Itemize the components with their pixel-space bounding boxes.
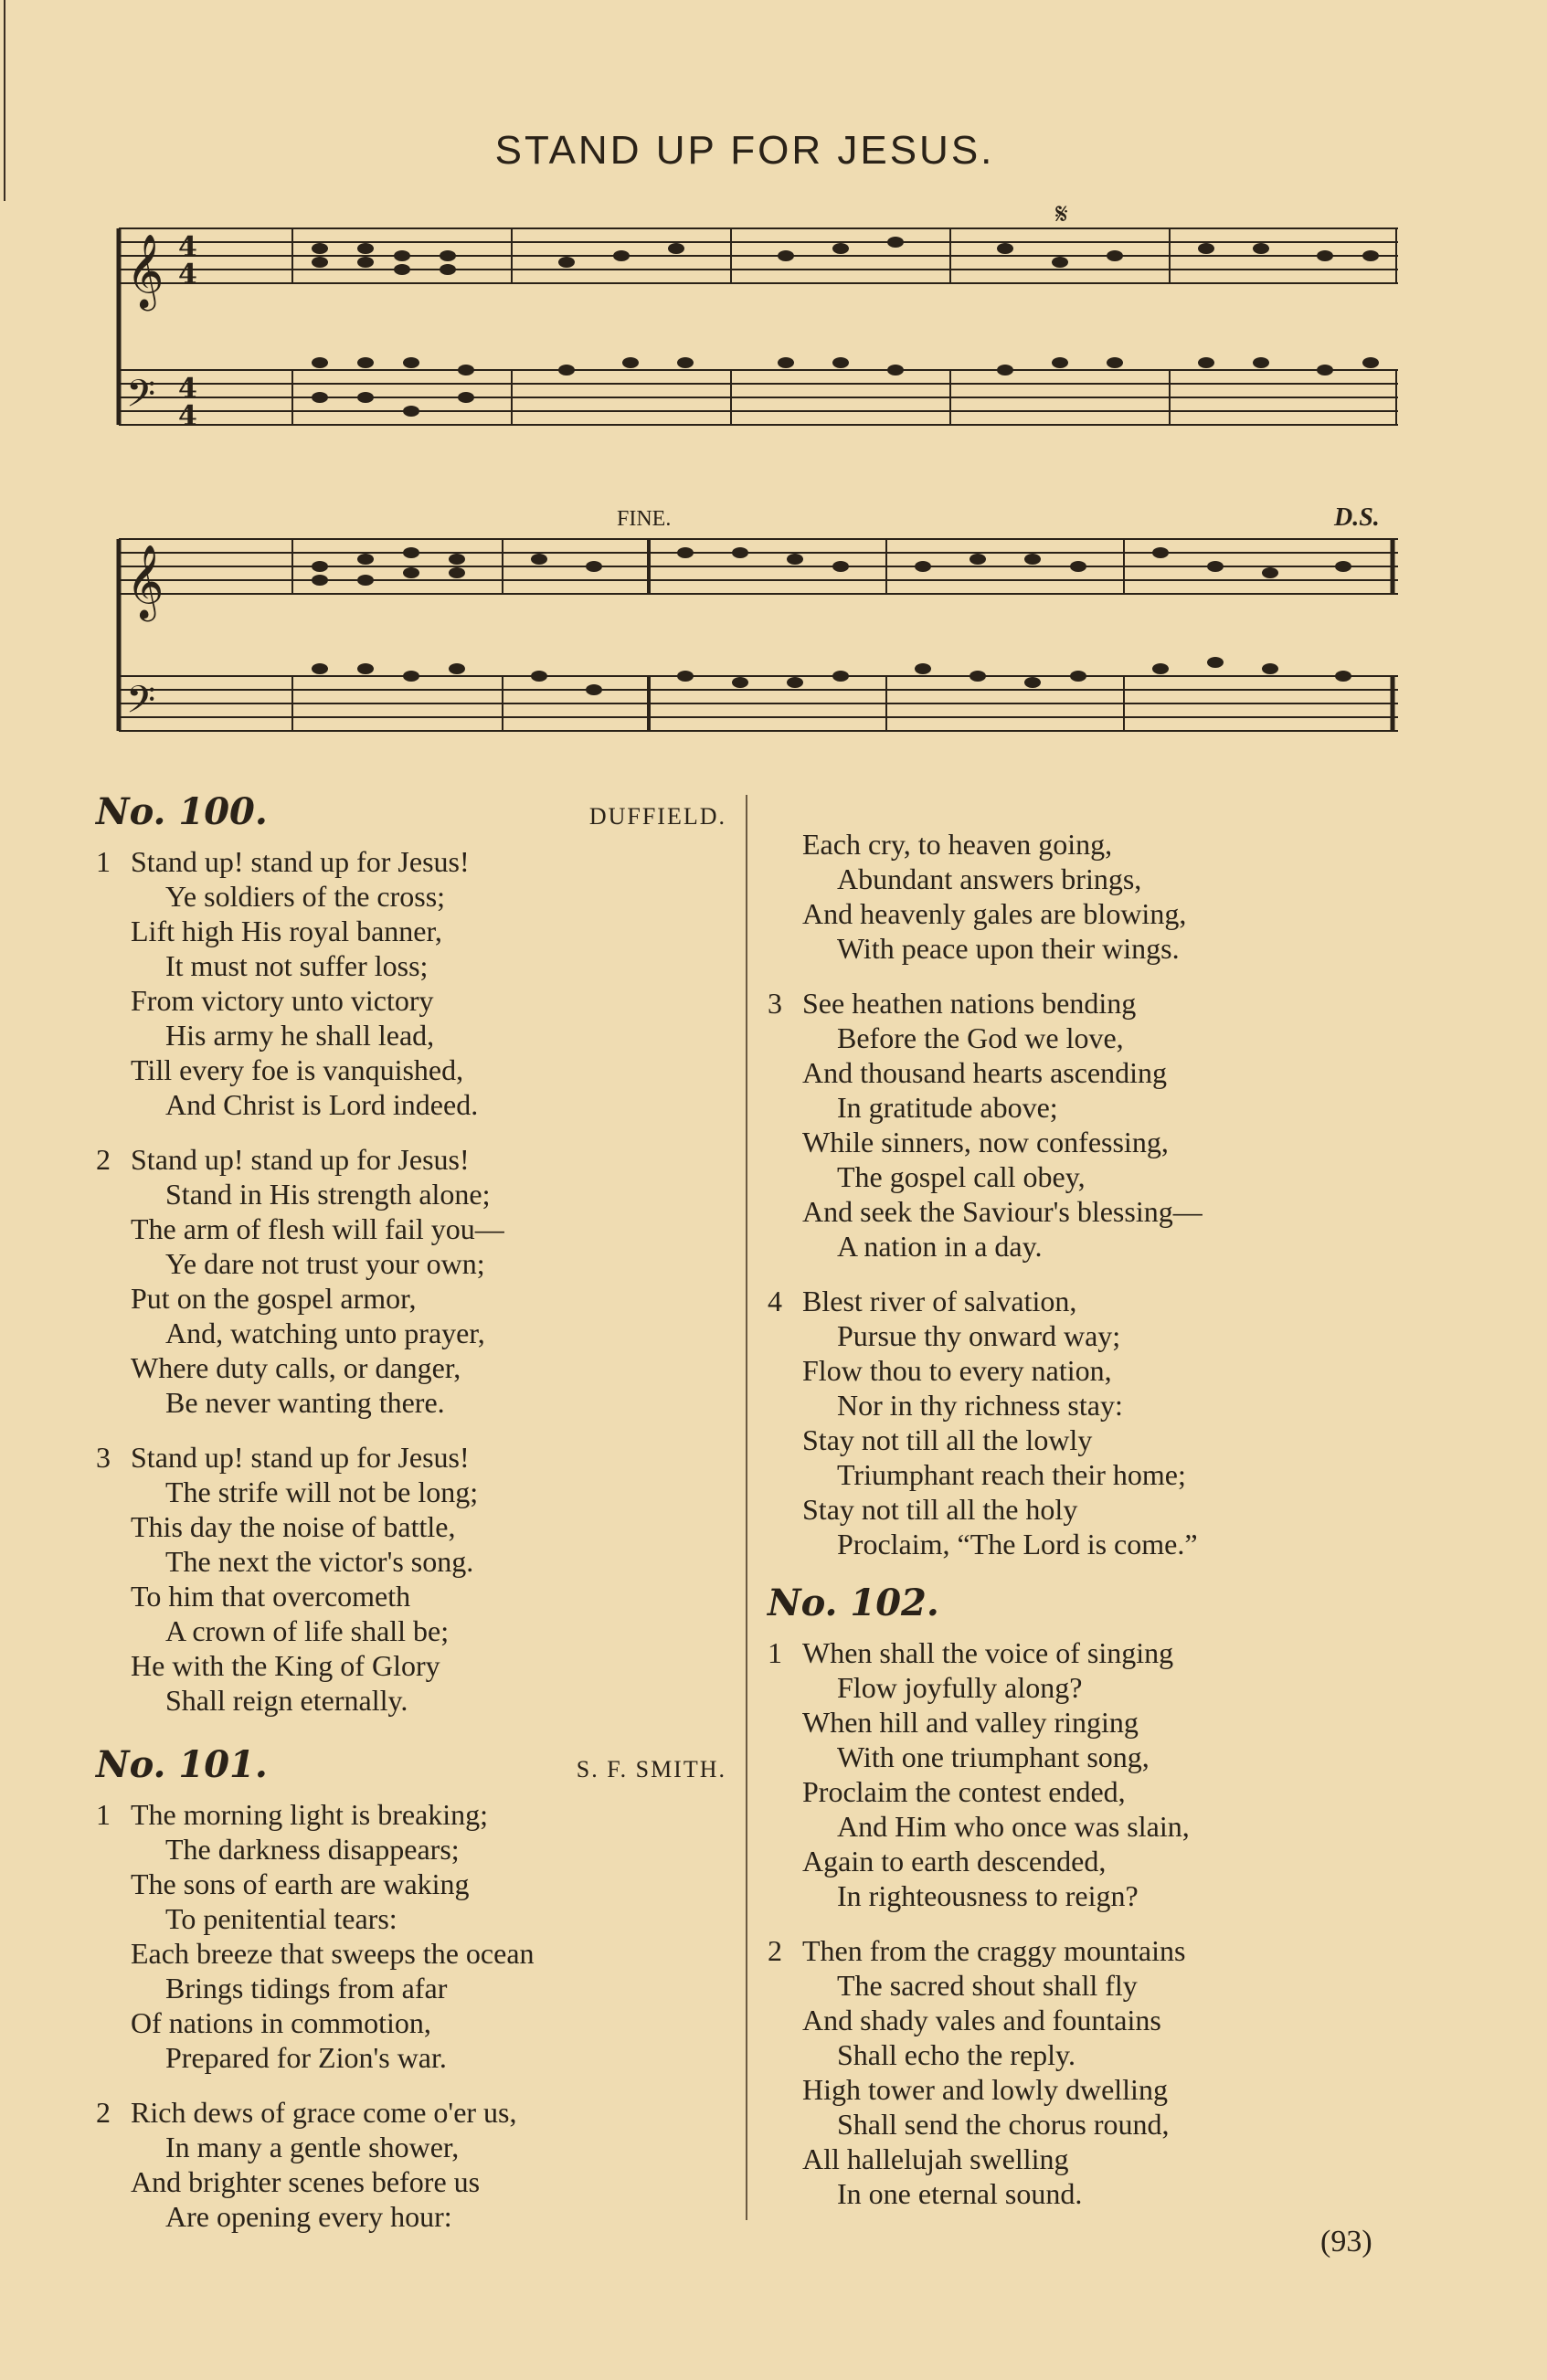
- verse-line: Lift high His royal banner,: [131, 915, 442, 947]
- verse-line: And shady vales and fountains: [802, 2004, 1161, 2036]
- verse-line: Prepared for Zion's war.: [165, 2041, 447, 2074]
- ds-mark: D.S.: [1334, 503, 1380, 532]
- verse-line: Before the God we love,: [837, 1021, 1124, 1054]
- verse: [768, 1284, 1371, 1561]
- verse-line: All hallelujah swelling: [802, 2142, 1069, 2175]
- verse-line: With peace upon their wings.: [837, 932, 1180, 965]
- svg-text:4: 4: [178, 231, 197, 263]
- verse-line: Proclaim the contest ended,: [802, 1775, 1126, 1808]
- verse-line: Stand in His strength alone;: [165, 1178, 491, 1211]
- segno-mark: 𝄋: [1055, 206, 1068, 231]
- svg-text:4: 4: [178, 400, 197, 432]
- page-number: (93): [1320, 2225, 1372, 2258]
- svg-text:𝄢: 𝄢: [126, 678, 156, 731]
- verse-line: In gratitude above;: [837, 1091, 1058, 1124]
- verse-number: 3: [96, 1441, 111, 1474]
- verse-number: 1: [768, 1636, 782, 1669]
- verse-line: Shall echo the reply.: [837, 2038, 1075, 2071]
- svg-text:𝄢: 𝄢: [126, 372, 156, 425]
- hymn-100-header: [96, 790, 726, 833]
- verse-line: Where duty calls, or danger,: [131, 1351, 461, 1384]
- svg-text:𝄞: 𝄞: [126, 544, 164, 619]
- verse-line: Stay not till all the lowly: [802, 1423, 1093, 1456]
- verse-line: Till every foe is vanquished,: [131, 1053, 464, 1086]
- verse-line: It must not suffer loss;: [165, 949, 429, 982]
- svg-text:4: 4: [178, 373, 197, 405]
- verse-line: And thousand hearts ascending: [802, 1056, 1168, 1089]
- verse-line: Ye soldiers of the cross;: [165, 880, 446, 913]
- verse-line: In one eternal sound.: [837, 2177, 1083, 2210]
- verse-line: And Christ is Lord indeed.: [165, 1088, 479, 1121]
- verse-line: Each breeze that sweeps the ocean: [131, 1937, 535, 1970]
- hymn-number: No. 102.: [768, 1581, 939, 1624]
- hymn-101-header: [96, 1743, 726, 1786]
- verse-line: When hill and valley ringing: [802, 1706, 1139, 1739]
- music-system-1: [110, 206, 1398, 471]
- hymn-102: [768, 1581, 1371, 2211]
- verse-line: This day the noise of battle,: [131, 1510, 456, 1543]
- verse: [96, 2095, 726, 2234]
- verse-number: 2: [96, 1143, 111, 1176]
- right-column: [768, 827, 1371, 2237]
- verse-line: A crown of life shall be;: [165, 1614, 450, 1647]
- verse-line: Each cry, to heaven going,: [802, 828, 1113, 861]
- page-title: STAND UP FOR JESUS.: [494, 128, 995, 173]
- verse-line: Again to earth descended,: [802, 1845, 1107, 1878]
- verse-line: The sons of earth are waking: [131, 1867, 470, 1900]
- verse-line: Brings tidings from afar: [165, 1972, 448, 2004]
- verse-line: In righteousness to reign?: [837, 1879, 1139, 1912]
- verse-line: Put on the gospel armor,: [131, 1282, 417, 1315]
- verse-line: With one triumphant song,: [837, 1740, 1150, 1773]
- verse-line: Flow joyfully along?: [837, 1671, 1083, 1704]
- verse: [768, 1933, 1371, 2211]
- verse-line: Pursue thy onward way;: [837, 1319, 1121, 1352]
- fine-mark: FINE.: [617, 507, 672, 531]
- verse-line: Stand up! stand up for Jesus!: [131, 1441, 470, 1474]
- verse: [768, 1635, 1371, 1913]
- verse-line: High tower and lowly dwelling: [802, 2073, 1168, 2106]
- verse-number: 1: [96, 1798, 111, 1831]
- verse-line: The sacred shout shall fly: [837, 1969, 1138, 2002]
- verse: [96, 1797, 726, 2075]
- verse-number: 1: [96, 845, 111, 878]
- verse-line: And heavenly gales are blowing,: [802, 897, 1187, 930]
- score-system-1: [110, 206, 1398, 471]
- verse-line: Triumphant reach their home;: [837, 1458, 1186, 1491]
- verse-line: In many a gentle shower,: [165, 2131, 460, 2163]
- verse-line: And Him who once was slain,: [837, 1810, 1190, 1843]
- music-system-2: [110, 498, 1398, 763]
- verse-line: When shall the voice of singing: [802, 1636, 1174, 1669]
- verse-line: The gospel call obey,: [837, 1160, 1086, 1193]
- verse-line: From victory unto victory: [131, 984, 434, 1017]
- left-column: [96, 790, 726, 2259]
- verse-number: 2: [768, 1934, 782, 1967]
- verse-line: To him that overcometh: [131, 1580, 411, 1613]
- verse-number: 3: [768, 987, 782, 1020]
- verse-line: Rich dews of grace come o'er us,: [131, 2096, 517, 2129]
- column-divider: [746, 795, 747, 2220]
- verse-line: And seek the Saviour's blessing—: [802, 1195, 1203, 1228]
- verse-line: Of nations in commotion,: [131, 2006, 431, 2039]
- verse-line: Are opening every hour:: [165, 2200, 452, 2233]
- verse-line: See heathen nations bending: [802, 987, 1137, 1020]
- verse-line: Stand up! stand up for Jesus!: [131, 845, 470, 878]
- verse-line: The next the victor's song.: [165, 1545, 474, 1578]
- score-system-2: [110, 498, 1398, 763]
- hymn-author: S. F. SMITH.: [576, 1756, 726, 1782]
- hymn-author: DUFFIELD.: [588, 803, 726, 830]
- verse-line: His army he shall lead,: [165, 1019, 435, 1052]
- verse-continued: [768, 827, 1371, 966]
- verse-line: And brighter scenes before us: [131, 2165, 481, 2198]
- verse-line: To penitential tears:: [165, 1902, 397, 1935]
- hymn-102-header: [768, 1581, 1371, 1624]
- verse-line: He with the King of Glory: [131, 1649, 440, 1682]
- verse-line: Nor in thy richness stay:: [837, 1389, 1123, 1422]
- verse-line: Shall reign eternally.: [165, 1684, 408, 1717]
- verse-line: The strife will not be long;: [165, 1476, 479, 1508]
- verse-line: Then from the craggy mountains: [802, 1934, 1186, 1967]
- verse-line: Abundant answers brings,: [837, 862, 1142, 895]
- verse-line: The darkness disappears;: [165, 1833, 460, 1866]
- verse: [768, 986, 1371, 1264]
- hymn-100: [96, 790, 726, 1718]
- verse-line: Shall send the chorus round,: [837, 2108, 1170, 2141]
- verse-line: The morning light is breaking;: [131, 1798, 489, 1831]
- hymn-number: No. 101.: [96, 1743, 268, 1786]
- verse-line: And, watching unto prayer,: [165, 1317, 485, 1349]
- verse-line: Flow thou to every nation,: [802, 1354, 1112, 1387]
- verse-line: Be never wanting there.: [165, 1386, 445, 1419]
- hymn-101: [96, 1743, 726, 2234]
- verse-line: Ye dare not trust your own;: [165, 1247, 485, 1280]
- verse: [96, 1440, 726, 1718]
- verse: [96, 844, 726, 1122]
- verse-line: Stay not till all the holy: [802, 1493, 1078, 1526]
- verse-number: 2: [96, 2096, 111, 2129]
- svg-text:4: 4: [178, 259, 197, 291]
- hymn-number: No. 100.: [96, 790, 268, 833]
- verse-line: A nation in a day.: [837, 1230, 1043, 1263]
- verse-line: While sinners, now confessing,: [802, 1126, 1169, 1158]
- verse-number: 4: [768, 1285, 782, 1317]
- verse-line: Stand up! stand up for Jesus!: [131, 1143, 470, 1176]
- verse-line: The arm of flesh will fail you—: [131, 1212, 504, 1245]
- verse: [96, 1142, 726, 1420]
- svg-text:𝄞: 𝄞: [126, 233, 164, 308]
- verse-line: Proclaim, “The Lord is come.”: [837, 1528, 1198, 1560]
- verse-line: Blest river of salvation,: [802, 1285, 1077, 1317]
